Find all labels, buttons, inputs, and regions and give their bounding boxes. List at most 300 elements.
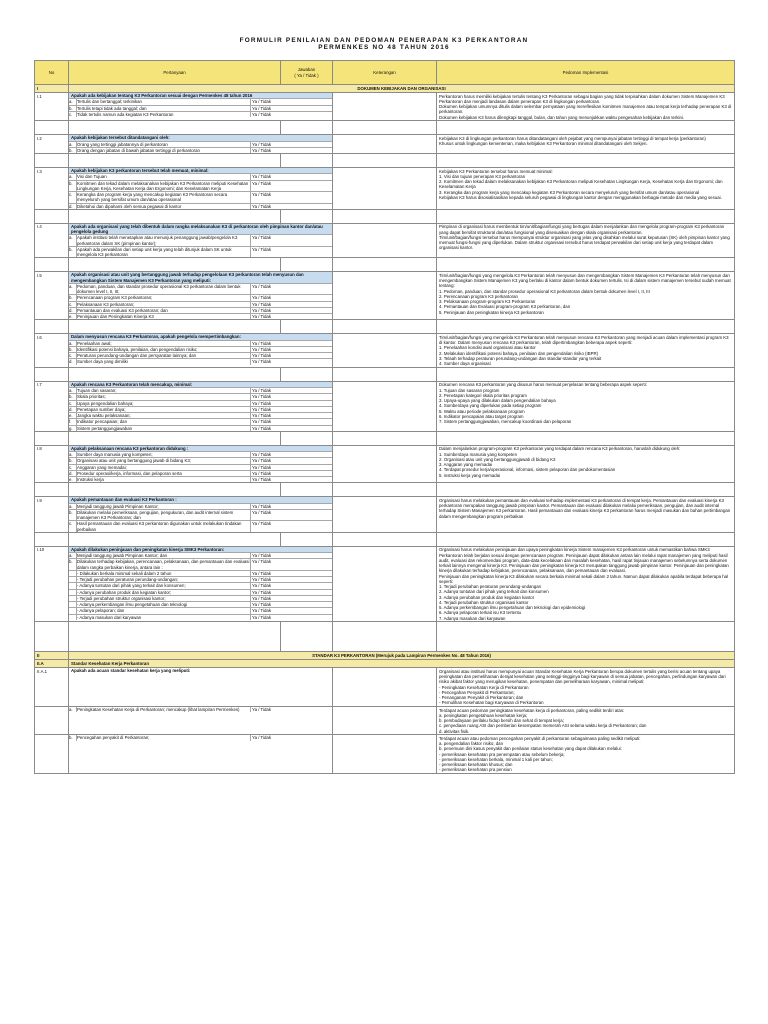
spacer-cell: [35, 320, 69, 334]
question-sub-item: [69, 307, 332, 313]
sub-item-letter: f.: [69, 419, 77, 424]
answer-yes-no[interactable]: Ya / Tidak: [250, 419, 332, 424]
spacer-cell: [69, 367, 281, 381]
spacer-cell: [35, 121, 69, 135]
section-number: I: [35, 85, 69, 93]
implementation-text: Terdapat acuan pedoman peningkatan kesehatan kerja di perkantoran, paling sedikit terdiri atas:: [439, 707, 625, 713]
question-sub-item: [69, 614, 332, 620]
implementation-text: c. penyediaan ruang ASI dan pemberian kesempatan memerah ASI selama waktu kerja di Perkantoran; dan: [439, 723, 647, 729]
answer-yes-no[interactable]: Ya / Tidak: [250, 308, 332, 313]
sub-item-letter: b.: [69, 735, 77, 740]
implementation-cell: [437, 272, 735, 320]
spacer-row: [35, 154, 735, 168]
spacer-row: [35, 320, 735, 334]
implementation-cell: [437, 334, 735, 368]
question-number: I.3: [35, 168, 69, 210]
question-row: [35, 334, 735, 368]
implementation-cell: [437, 546, 735, 622]
implementation-cell: [437, 707, 735, 735]
question-sub-item: [69, 509, 332, 521]
implementation-text: Kebijakan K3 di lingkungan perkantoran harus ditandatangani oleh pejabat yang mempunyai jabatan tertinggi di tempat kerja (perkantoran): [439, 135, 706, 141]
sub-item-text: Upaya pengendalian bahaya;: [77, 400, 134, 406]
answer-yes-no[interactable]: Ya / Tidak: [250, 112, 332, 117]
spacer-cell: [333, 320, 437, 334]
spacer-cell: [437, 483, 735, 497]
question-cell: [69, 735, 333, 774]
sub-item-text: Skala prioritas;: [77, 394, 106, 400]
spacer-cell: [35, 532, 69, 546]
spacer-cell: [333, 622, 437, 652]
question-sub-item: [69, 234, 332, 246]
implementation-text: 3. Anggaran yang memadai: [439, 462, 493, 467]
sub-item-text: Sumber daya yang dimiliki: [77, 359, 128, 365]
question-cell: [69, 668, 333, 707]
sub-item-letter: c.: [69, 521, 77, 532]
keterangan-cell[interactable]: [333, 223, 437, 258]
implementation-text: Organisasi atau institusi harus mempunyai acuan Standar Kesehatan Kerja Perkantoran berupa dokumen tertulis yang berisi acuan tentang upaya peningkatan dan pemeliharaan derajat kesehatan yang setinggi-tingginya bagi karyawan di semua jabatan, pencegahan, perlindungan karyawan dari risiko akibat faktor yang merugikan kesehatan, penempatan dan pemeliharaan karyawan, minimal meliputi:: [439, 668, 726, 685]
sub-item-letter: [69, 571, 77, 576]
question-number: I.1: [35, 93, 69, 121]
answer-yes-no[interactable]: Ya / Tidak: [250, 571, 332, 576]
header-no: No: [35, 61, 69, 85]
document-title: FORMULIR PENILAIAN DAN PEDOMAN PENERAPAN K3 PERKANTORAN: [239, 37, 529, 44]
question-sub-item: [69, 400, 332, 406]
sub-item-letter: g.: [69, 426, 77, 431]
spacer-cell: [437, 367, 735, 381]
question-sub-item: [69, 470, 332, 476]
question-text: Apakah pemantauan dan evaluasi K3 Perkantoran :: [69, 497, 332, 502]
answer-yes-no[interactable]: Ya / Tidak: [250, 553, 332, 558]
subsection-title: Standar Kesehatan Kerja Perkantoran: [69, 660, 735, 668]
keterangan-cell[interactable]: [333, 93, 437, 121]
question-sub-item: [69, 352, 332, 358]
answer-yes-no[interactable]: Ya / Tidak: [250, 559, 332, 570]
implementation-text: 1. Pedoman, panduan, dan standar prosedur operasional K3 perkantoran dalam bentuk dokumen level I, II, III: [439, 288, 650, 294]
answer-yes-no[interactable]: Ya / Tidak: [250, 341, 332, 346]
question-sub-item: [69, 457, 332, 463]
implementation-cell: [437, 445, 735, 483]
spacer-cell: [69, 622, 281, 652]
sub-item-letter: b.: [69, 148, 77, 153]
question-row: [35, 93, 735, 121]
implementation-cell: [437, 93, 735, 121]
implementation-text: - pemeriksaan kesehatan berkala, minimal 1 kali per tahun;: [439, 756, 553, 762]
question-sub-item: [69, 406, 332, 412]
question-number: I.8: [35, 445, 69, 483]
implementation-text: Peninjauan dan peningkatan kinerja K3 dilakukan secara berkala minimal sekali dalam 2 tahun. Namun dapat dilakukan apabila terdapat beberapa hal seperti:: [439, 573, 729, 584]
sub-item-letter: e.: [69, 314, 77, 319]
implementation-cell: [437, 497, 735, 533]
answer-yes-no[interactable]: Ya / Tidak: [250, 615, 332, 620]
sub-item-text: Orang dengan jabatan di bawah jabatan tertinggi di perkantoran: [77, 147, 200, 153]
question-sub-item: [69, 283, 332, 295]
implementation-text: 5. Peninjauan dan peningkatan kinerja K3 perkantoran: [439, 309, 544, 315]
sub-item-text: - Adanya perubahan produk dan kegiatan kantor;: [77, 589, 172, 595]
question-sub-item: [69, 451, 332, 457]
question-sub-item: [69, 191, 332, 203]
keterangan-cell[interactable]: [333, 735, 437, 774]
answer-yes-no[interactable]: Ya / Tidak: [250, 284, 332, 295]
keterangan-cell[interactable]: [333, 381, 437, 431]
sub-item-letter: c.: [69, 353, 77, 358]
spacer-row: [35, 258, 735, 272]
question-sub-item: [69, 358, 332, 364]
sub-item-text: Pelaksanaan K3 perkantoran;: [77, 301, 135, 307]
spacer-cell: [437, 431, 735, 445]
keterangan-cell[interactable]: [333, 668, 437, 707]
sub-item-text: Apakah institusi telah menetapkan atau menunjuk penanggung jawab/pengelola K3 perkantoran dalam SK (pimpinan kantor);: [77, 235, 238, 246]
question-text: Apakah kebijakan K3 perkantoran tersebut telah memuat, minimal:: [69, 168, 332, 173]
sub-item-text: Peningkatan Kesehatan Kerja di Perkantoran; mencakup (lihat lampiran Permenkes): [77, 707, 240, 712]
spacer-cell: [437, 121, 735, 135]
spacer-cell: [69, 209, 281, 223]
sub-item-letter: [69, 615, 77, 620]
sub-item-letter: a.: [69, 174, 77, 179]
answer-yes-no[interactable]: Ya / Tidak: [250, 314, 332, 319]
header-jawaban-sub: ( Ya / Tidak ): [294, 72, 319, 78]
sub-item-letter: [69, 590, 77, 595]
question-text: Apakah ada organisasi yang telah dibentuk dalam rangka melaksanakan K3 di perkantoran oleh pimpinan kantor dan/atau pengelola gedung: [69, 224, 332, 235]
answer-yes-no[interactable]: Ya / Tidak: [250, 192, 332, 203]
answer-yes-no[interactable]: Ya / Tidak: [250, 504, 332, 509]
spacer-cell: [281, 209, 333, 223]
implementation-text: 7. Sistem pertanggungjawaban, mencakup koordinasi dan pelaporan: [439, 419, 572, 424]
sub-item-letter: d.: [69, 471, 77, 476]
spacer-cell: [69, 258, 281, 272]
spacer-cell: [281, 367, 333, 381]
implementation-text: - Peningkatan Kesehatan Kerja di Perkantoran: [439, 684, 529, 690]
section-row: [35, 652, 735, 660]
spacer-cell: [333, 431, 437, 445]
answer-yes-no[interactable]: Ya / Tidak: [250, 735, 332, 740]
answer-yes-no[interactable]: Ya / Tidak: [250, 235, 332, 246]
implementation-text: Dokumen rencana K3 perkantoran yang disusun harus memuat penjelasan tentang beberapa aspek seperti:: [439, 382, 647, 388]
implementation-text: Tim/unit/bagian/fungsi yang mengelola K3 Perkantoran telah menyusun dan mengembangkan Sistem Manajemen K3 Perkantoran telah menyusun dan mengembangkan Sistem Manajemen K3 yang berlaku di kantor dalam bentuk dokumen tertulis. Isi di dalam sistem manajemen tersebut sudah memuat tentang:: [439, 272, 731, 289]
sub-item-letter: b.: [69, 394, 77, 399]
answer-yes-no[interactable]: Ya / Tidak: [250, 510, 332, 521]
sub-item-text: Tidak tertulis namun ada kegiatan K3 Perkantoran: [77, 111, 174, 117]
sub-item-letter: c.: [69, 112, 77, 117]
section-row: [35, 85, 735, 93]
question-number: I.2: [35, 135, 69, 154]
sub-item-letter: b.: [69, 295, 77, 300]
spacer-row: [35, 121, 735, 135]
question-sub-item: [69, 313, 332, 319]
question-sub-item: [69, 735, 332, 740]
question-row: [35, 168, 735, 210]
answer-yes-no[interactable]: Ya / Tidak: [250, 181, 332, 192]
question-text: Apakah ada acuan standar kesehatan kerja yang meliputi:: [71, 668, 191, 674]
question-sub-item: [69, 301, 332, 307]
question-row: [35, 668, 735, 707]
spacer-row: [35, 209, 735, 223]
keterangan-cell[interactable]: [333, 707, 437, 735]
spacer-cell: [437, 532, 735, 546]
sub-item-text: Diketahui dan dipahami oleh semua pegawai di kantor: [77, 203, 182, 209]
implementation-text: 4. Pemantauan dan Evaluasi program-program K3 perkantoran, dan: [439, 304, 571, 310]
sub-item-letter: a.: [69, 388, 77, 393]
answer-yes-no[interactable]: Ya / Tidak: [250, 452, 332, 457]
sub-item-text: Tertulis dan bertanggal; terkinikan: [77, 99, 142, 105]
implementation-cell: [437, 135, 735, 154]
spacer-cell: [281, 532, 333, 546]
implementation-cell: [437, 168, 735, 210]
sub-item-text: Perencanaan program K3 perkantoran;: [77, 295, 153, 301]
question-sub-item: [69, 346, 332, 352]
answer-yes-no[interactable]: Ya / Tidak: [250, 590, 332, 595]
implementation-text: Kebijakan K3 Perkantoran tersebut harus memuat minimal:: [439, 168, 553, 174]
question-number: I.9: [35, 497, 69, 533]
sub-item-text: Organisasi atau unit yang bertanggung jawab di bidang K3;: [77, 458, 191, 464]
sub-item-letter: a.: [69, 553, 77, 558]
answer-yes-no[interactable]: Ya / Tidak: [250, 465, 332, 470]
sub-item-text: Apakah ada perwakilan dari setiap unit kerja yang telah ditunjuk dalam SK untuk mengelola K3 perkantoran: [77, 246, 232, 257]
spacer-cell: [281, 154, 333, 168]
answer-yes-no[interactable]: Ya / Tidak: [250, 583, 332, 588]
answer-yes-no[interactable]: Ya / Tidak: [250, 99, 332, 104]
implementation-text: 7. Adanya masukan dari karyawan: [439, 615, 506, 621]
sub-item-text: Penetapan sumber daya;: [77, 406, 126, 412]
implementation-text: 1. Penelaahan kondisi awal organisasi atau kantor: [439, 345, 536, 351]
header-keterangan: Keterangan: [333, 61, 437, 85]
sub-item-letter: b.: [69, 510, 77, 521]
sub-item-letter: [69, 583, 77, 588]
answer-yes-no[interactable]: Ya / Tidak: [250, 359, 332, 364]
spacer-cell: [35, 258, 69, 272]
answer-yes-no[interactable]: Ya / Tidak: [250, 413, 332, 418]
implementation-text: d. aktivitas fisik.: [439, 728, 470, 734]
answer-yes-no[interactable]: Ya / Tidak: [250, 596, 332, 601]
question-sub-item: [69, 203, 332, 209]
spacer-cell: [333, 532, 437, 546]
keterangan-cell[interactable]: [333, 546, 437, 622]
question-sub-item: [69, 570, 332, 576]
sub-item-text: Menjadi tanggung jawab Pimpinan Kantor; dan: [77, 553, 168, 558]
keterangan-cell[interactable]: [333, 445, 437, 483]
sub-item-text: Anggaran yang memadai;: [77, 464, 127, 470]
spacer-cell: [437, 320, 735, 334]
spacer-cell: [35, 154, 69, 168]
answer-yes-no[interactable]: Ya / Tidak: [250, 247, 332, 258]
question-sub-item: [69, 552, 332, 558]
sub-item-text: Pencegahan penyakit di Perkantoran;: [77, 735, 150, 741]
implementation-text: 3. Adanya perubahan produk dan kegiatan kantor: [439, 594, 535, 600]
question-cell: [69, 168, 333, 210]
implementation-text: 2. Melakukan identifikasi potensi bahaya, penilaian dan pengendalian risiko (IBPR): [439, 350, 599, 356]
spacer-cell: [69, 121, 281, 135]
implementation-text: 2. Adanya tuntutan dari pihak yang terkait dan konsumen: [439, 589, 549, 595]
question-cell: [69, 93, 333, 121]
spacer-cell: [281, 483, 333, 497]
answer-yes-no[interactable]: Ya / Tidak: [250, 174, 332, 179]
answer-yes-no[interactable]: Ya / Tidak: [250, 401, 332, 406]
question-sub-item: [69, 340, 332, 346]
question-row: [35, 497, 735, 533]
question-sub-item: [69, 520, 332, 532]
sub-item-text: Dilakukan terhadap kebijakan, perencanaan, pelaksanaan, dan pemantauan dan evaluasi dalam rangka perbaikan kinerja, antara lain :: [77, 559, 250, 570]
sub-item-text: Peninjauan dan Peningkatan Kinerja K3: [77, 314, 154, 319]
answer-yes-no[interactable]: Ya / Tidak: [250, 458, 332, 463]
spacer-cell: [333, 154, 437, 168]
answer-yes-no[interactable]: Ya / Tidak: [250, 388, 332, 393]
sub-item-letter: e.: [69, 413, 77, 418]
question-cell: [69, 334, 333, 368]
question-cell: [69, 135, 333, 154]
sub-item-text: Identifikasi potensi bahaya, penilaian, dan pengendalian risiko;: [77, 346, 198, 352]
spacer-cell: [69, 431, 281, 445]
sub-item-letter: [69, 602, 77, 607]
answer-yes-no[interactable]: Ya / Tidak: [250, 148, 332, 153]
implementation-text: 2. Penetapan kategori skala prioritas program: [439, 392, 527, 398]
answer-yes-no[interactable]: Ya / Tidak: [250, 302, 332, 307]
question-number: I.4: [35, 223, 69, 258]
implementation-text: Dokumen kebijakan umumnya ditulis dalam selembar pernyataan yang mereflesikan komitmen manajemen atau tempat kerja terhadap penerapan K3 di perkantoran.: [439, 104, 732, 115]
implementation-text: Perkantoran harus memiliki kebijakan tertulis tentang K3 Perkantoran sebagai bagian yang tidak terpisahkan dalam dokumen Sistem Manajemen K3 Perkantoran dan menjadi landasan dalam penerapan K3 di lingkungan perkantoran.: [439, 93, 725, 104]
implementation-text: Tim/unit/bagian/fungsi yang mengelola K3 Perkantoran telah menyusun rencana K3 Perkantoran yang menjadi acuan dalam implementasi program K3 di kantor. Dalam menyusun rencana K3 perkantoran, telah dipertimbangkan beberapa aspek seperti:: [439, 334, 729, 345]
sub-item-letter: a.: [69, 235, 77, 246]
header-row: [35, 61, 735, 85]
keterangan-cell[interactable]: [333, 272, 437, 320]
implementation-text: - pemeriksaan kesehatan khusus; dan: [439, 762, 513, 767]
question-row: [35, 272, 735, 320]
spacer-row: [35, 367, 735, 381]
answer-yes-no[interactable]: Ya / Tidak: [250, 602, 332, 607]
answer-yes-no[interactable]: Ya / Tidak: [250, 426, 332, 431]
implementation-text: 5. Waktu atau periode pelaksanaan program: [439, 408, 525, 414]
header-jawaban: [281, 61, 333, 85]
sub-item-letter: b.: [69, 247, 77, 258]
question-row: [35, 546, 735, 622]
answer-yes-no[interactable]: Ya / Tidak: [250, 347, 332, 352]
question-row: [35, 223, 735, 258]
spacer-cell: [35, 483, 69, 497]
implementation-text: Dalam menjalankan program-program K3 perkantoran yang terdapat dalam rencana K3 perkantoran, haruslah didukung oleh:: [439, 446, 681, 452]
sub-item-letter: a.: [69, 142, 77, 147]
answer-yes-no[interactable]: Ya / Tidak: [250, 407, 332, 412]
sub-item-letter: a.: [69, 284, 77, 295]
sub-item-letter: a.: [69, 707, 77, 712]
implementation-text: 2. Perencanaan program K3 perkantoran: [439, 293, 518, 299]
implementation-text: Organisasi harus melakukan pemantauan dan evaluasi terhadap implementasi K3 perkantoran di tempat kerja. Pemantauan dan evaluasi kinerja K3 perkantoran merupakan tanggung jawab pimpinan kantor. Pemantauan dan evaluasi dilakukan melalui pemeriksaan, pengujian, dan audit internal terhadap Sistem Manajemen K3 perkantoran. Hasil pemantauan dan evaluasi kinerja K3 perkantoran harus menjadi masukan dan bahan pertimbangan dalam mengembangkan program perbaikan: [439, 497, 731, 519]
implementation-text: 2. Organisasi atau unit yang bertanggungjawab di bidang K3: [439, 456, 556, 462]
question-row: [35, 445, 735, 483]
question-sub-item: [69, 105, 332, 111]
spacer-row: [35, 622, 735, 652]
implementation-text: 2. Komitmen dan tekad dalam melaksanakan kebijakan K3 Perkantoran meliputi Kesehatan Lingkungan Kerja, Kesehatan Kerja dan Ergonomi; dan Keselamatan Kerja: [439, 179, 723, 190]
spacer-cell: [281, 121, 333, 135]
sub-item-letter: a.: [69, 504, 77, 509]
subsection-row: [35, 660, 735, 668]
sub-item-text: Sistem pertanggungjawaban: [77, 425, 133, 431]
question-sub-item: [69, 582, 332, 588]
implementation-text: 1. Sumberdaya manusia yang kompeten: [439, 451, 517, 457]
question-sub-row: [35, 735, 735, 774]
implementation-text: - Penanganan Penyakit di Perkantoran; dan: [439, 695, 524, 700]
spacer-cell: [333, 367, 437, 381]
answer-yes-no[interactable]: Ya / Tidak: [250, 142, 332, 147]
sub-item-text: Pedoman, panduan, dan standar prosedur operasional K3 perkantoran dalam bentuk dokumen level I, II, III;: [77, 283, 241, 294]
question-row: [35, 381, 735, 431]
spacer-cell: [35, 367, 69, 381]
sub-item-letter: b.: [69, 181, 77, 192]
question-sub-item: [69, 503, 332, 509]
answer-yes-no[interactable]: Ya / Tidak: [250, 471, 332, 476]
sub-item-text: Tertulis tetapi tidak ada tanggal; dan: [77, 105, 147, 111]
answer-yes-no[interactable]: Ya / Tidak: [250, 295, 332, 300]
keterangan-cell[interactable]: [333, 135, 437, 154]
section-number: II: [35, 652, 69, 660]
sub-item-text: - Dilakukan berkala minimal sekali dalam 2 tahun: [77, 570, 172, 576]
question-text: Apakah organisasi atau unit yang bertanggung jawab terhadap pengelolaan K3 perkantoran telah menyusun dan mengembangkan Sistem Manajemen K3 Perkantoran yang meliputi:: [69, 272, 332, 283]
spacer-cell: [69, 320, 281, 334]
spacer-row: [35, 483, 735, 497]
answer-yes-no[interactable]: Ya / Tidak: [250, 204, 332, 209]
question-row: [35, 135, 735, 154]
sub-item-letter: c.: [69, 302, 77, 307]
question-sub-item: [69, 173, 332, 179]
assessment-table: [34, 60, 735, 774]
question-sub-item: [69, 246, 332, 258]
implementation-text: Terdapat acuan atau pedoman pencegahan penyakit di perkantoran sebagaimana paling sedikit meliputi:: [439, 735, 641, 741]
implementation-cell: [437, 668, 735, 707]
question-text: Apakah dilakukan peninjauan dan peningkatan kinerja SMK3 Perkantoran:: [69, 547, 332, 552]
question-sub-item: [69, 294, 332, 300]
keterangan-cell[interactable]: [333, 497, 437, 533]
sub-item-letter: b.: [69, 347, 77, 352]
sub-item-letter: d.: [69, 204, 77, 209]
question-sub-item: [69, 464, 332, 470]
spacer-cell: [281, 258, 333, 272]
implementation-text: 4. Terdapat prosedur kerja/operasional, informasi, sistem pelaporan dan pendokumentasian: [439, 467, 616, 473]
question-sub-item: [69, 418, 332, 424]
sub-item-letter: [69, 577, 77, 582]
question-number: [35, 735, 69, 774]
implementation-text: Tim/unit/bagian/fungsi tersebut harus mempunyai struktur organisasi yang jelas yang disahkan melalui surat keputusan (SK) oleh pimpinan kantor yang memuat fungsi-fungsi yang diperlukan. Dalam struktur organisasi tersebut harus terdapat perwakilan dari setiap unit kerja yang terdapat dalam organisasi kantor.: [439, 234, 730, 251]
answer-yes-no[interactable]: Ya / Tidak: [250, 577, 332, 582]
answer-yes-no[interactable]: Ya / Tidak: [250, 707, 332, 712]
implementation-cell: [437, 735, 735, 774]
question-sub-item: [69, 180, 332, 192]
spacer-cell: [333, 483, 437, 497]
question-number: I.6: [35, 334, 69, 368]
sub-item-text: Dilakukan melalui pemeriksaan, pengujian, pengukuran, dan audit internal sistem manajemen K3 Perkantoran; dan: [77, 509, 234, 520]
answer-yes-no[interactable]: Ya / Tidak: [250, 353, 332, 358]
sub-item-text: - Adanya masukan dari karyawan: [77, 614, 142, 620]
question-text: Apakah pelaksanaan rencana K3 perkantoran didukung :: [69, 446, 332, 451]
question-number: II.A.1: [35, 668, 69, 707]
answer-yes-no[interactable]: Ya / Tidak: [250, 521, 332, 532]
question-sub-item: [69, 589, 332, 595]
answer-yes-no[interactable]: Ya / Tidak: [250, 477, 332, 482]
section-title: STANDAR K3 PERKANTORAN (Merujuk pada Lampiran Permenkes No. 48 Tahun 2016): [69, 652, 735, 660]
spacer-cell: [281, 431, 333, 445]
sub-item-letter: a.: [69, 341, 77, 346]
spacer-cell: [281, 320, 333, 334]
question-sub-item: [69, 141, 332, 147]
implementation-text: b. pembudayaan perilaku hidup bersih dan sehat di tempat kerja;: [439, 718, 564, 723]
sub-item-text: - Adanya perkembangan ilmu pengetahuan dan teknologi: [77, 602, 188, 607]
answer-yes-no[interactable]: Ya / Tidak: [250, 106, 332, 111]
spacer-cell: [69, 483, 281, 497]
keterangan-cell[interactable]: [333, 334, 437, 368]
answer-yes-no[interactable]: Ya / Tidak: [250, 608, 332, 613]
implementation-text: Khusus untuk lingkungan kementerian, maka kebijakan K3 Perkantoran minimal ditandatangani oleh Sekjen.: [439, 141, 648, 146]
keterangan-cell[interactable]: [333, 168, 437, 210]
sub-item-letter: a.: [69, 99, 77, 104]
answer-yes-no[interactable]: Ya / Tidak: [250, 394, 332, 399]
sub-item-text: Instruksi kerja: [77, 477, 104, 482]
section-title: DOKUMEN KEBIJAKAN DAN ORGANISASI: [69, 85, 735, 93]
